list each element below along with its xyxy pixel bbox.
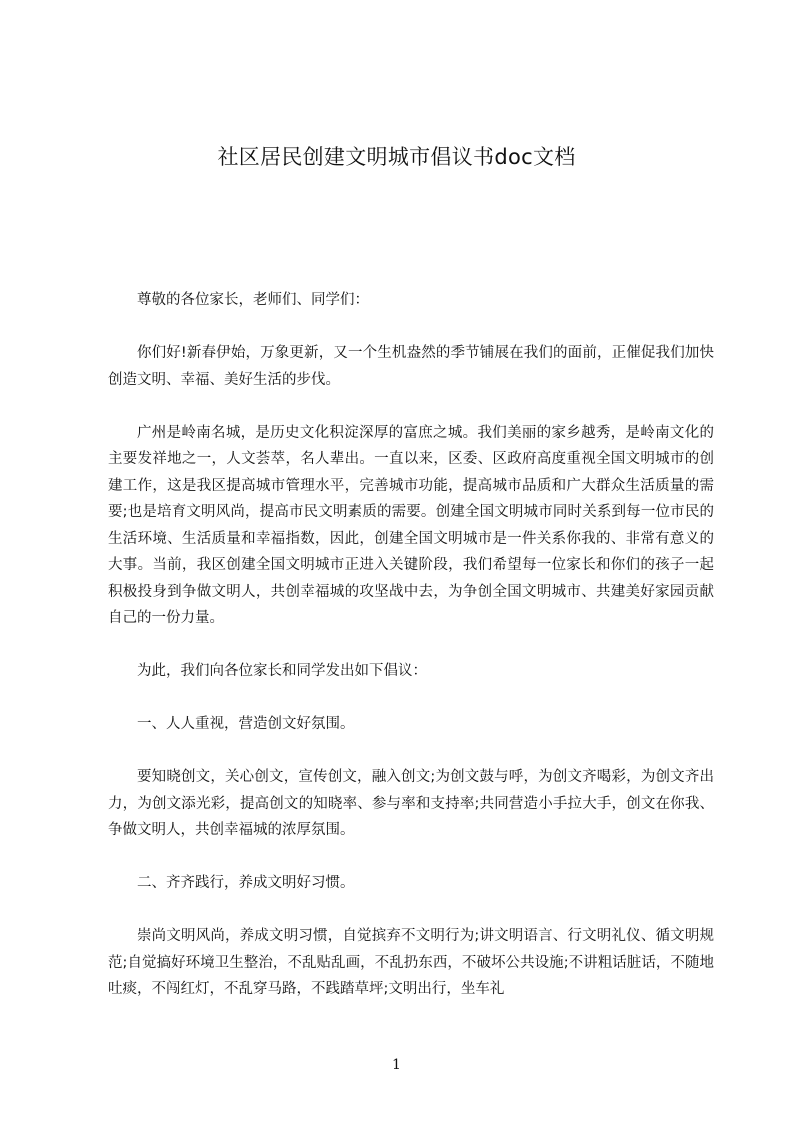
section-heading-1: 一、人人重视，营造创文好氛围。 bbox=[137, 716, 355, 732]
greeting-paragraph: 你们好!新春伊始，万象更新，又一个生机盎然的季节铺展在我们的面前，正催促我们加快创造文明、幸福、美好生活的步伐。 bbox=[108, 345, 714, 388]
document-body bbox=[108, 287, 714, 1029]
salutation-paragraph: 尊敬的各位家长，老师们、同学们： bbox=[137, 292, 369, 308]
document-title: 社区居民创建文明城市倡议书doc文档 bbox=[217, 145, 576, 169]
page-number: 1 bbox=[392, 1057, 401, 1073]
section-heading-2: 二、齐齐践行，养成文明好习惯。 bbox=[137, 875, 355, 891]
section-1-paragraph: 要知晓创文，关心创文，宣传创文，融入创文;为创文鼓与呼，为创文齐喝彩，为创文齐出力，为创文添光彩，提高创文的知晓率、参与率和支持率;共同营造小手拉大手，创文在你我、争做文明人，共创幸福城的浓厚氛围。 bbox=[108, 769, 714, 838]
background-paragraph: 广州是岭南名城，是历史文化积淀深厚的富庶之城。我们美丽的家乡越秀，是岭南文化的主要发祥地之一，人文荟萃，名人辈出。一直以来，区委、区政府高度重视全国文明城市的创建工作，这是我区提高城市管理水平，完善城市功能，提高城市品质和广大群众生活质量的需要;也是培育文明风尚，提高市民文明素质的需要。创建全国文明城市同时关系到每一位市民的生活环境、生活质量和幸福指数，因此，创建全国文明城市是一件关系你我的、非常有意义的大事。当前，我区创建全国文明城市正进入关键阶段，我们希望每一位家长和你们的孩子一起积极投身到争做文明人，共创幸福城的攻坚战中去，为争创全国文明城市、共建美好家园贡献自己的一份力量。 bbox=[108, 424, 714, 626]
section-2-paragraph: 崇尚文明风尚，养成文明习惯，自觉摈弃不文明行为;讲文明语言、行文明礼仪、循文明规范;自觉搞好环境卫生整治，不乱贴乱画，不乱扔东西，不破坏公共设施;不讲粗话脏话，不随地吐痰，不闯红灯，不乱穿马路，不践踏草坪;文明出行，坐车礼 bbox=[108, 928, 714, 997]
proposal-intro-paragraph: 为此，我们向各位家长和同学发出如下倡议： bbox=[137, 663, 427, 679]
